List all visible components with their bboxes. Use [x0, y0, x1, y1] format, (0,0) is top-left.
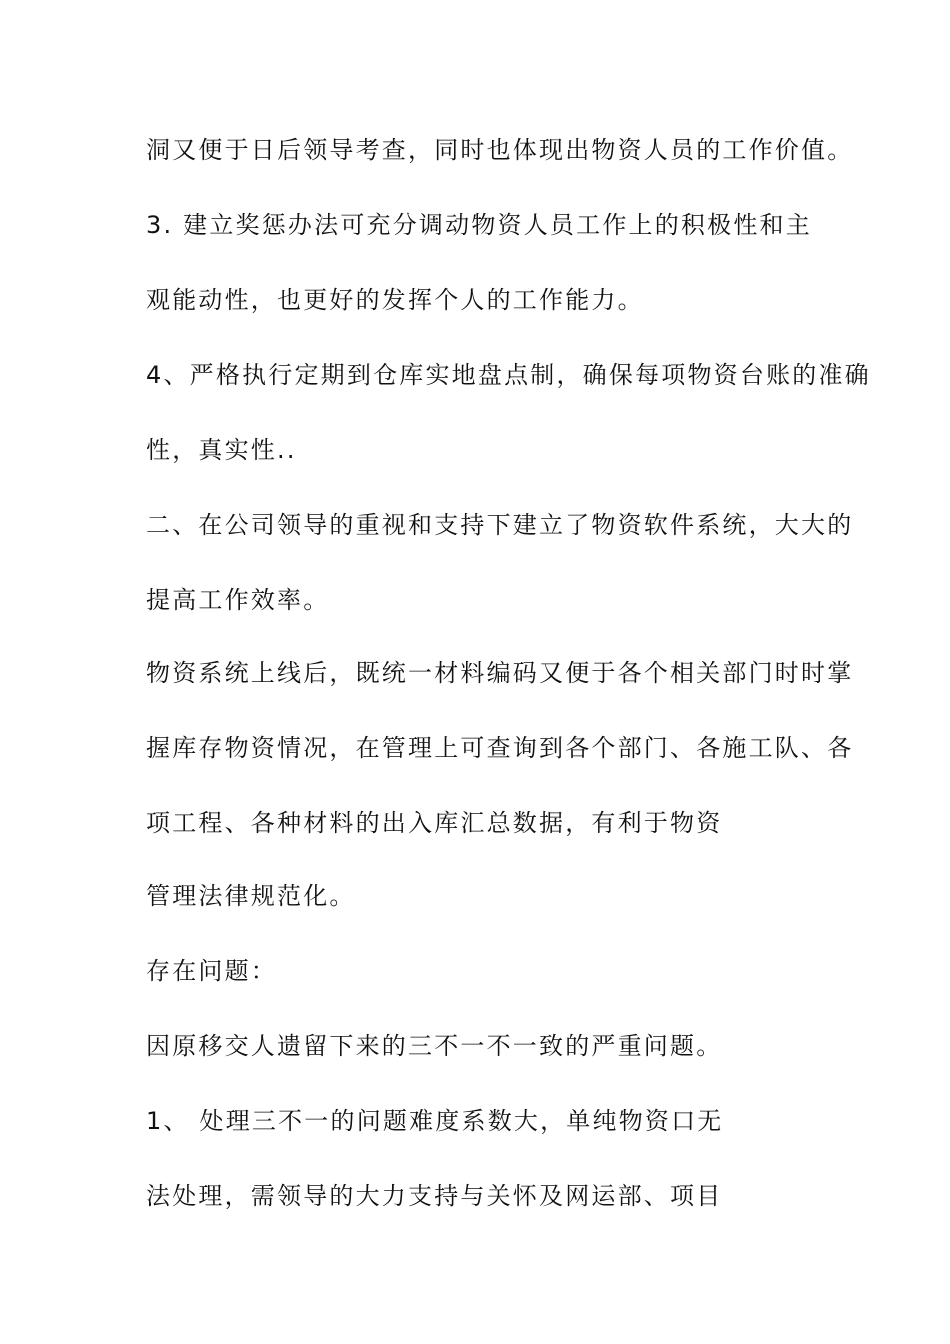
text-line: 性，真实性..	[146, 436, 297, 464]
text-line: 1、 处理三不一的问题难度系数大，单纯物资口无	[146, 1107, 724, 1135]
text-line: 管理法律规范化。	[146, 882, 356, 910]
text-line: 因原移交人遗留下来的三不一不一致的严重问题。	[146, 1032, 723, 1060]
text-line: 3. 建立奖惩办法可充分调动物资人员工作上的积极性和主	[146, 211, 812, 239]
text-line: 项工程、各种材料的出入库汇总数据，有利于物资	[146, 809, 723, 837]
text-line: 握库存物资情况，在管理上可查询到各个部门、各施工队、各	[146, 734, 854, 762]
text-line: 观能动性，也更好的发挥个人的工作能力。	[146, 286, 644, 314]
text-line: 二、在公司领导的重视和支持下建立了物资软件系统，大大的	[146, 511, 854, 539]
text-line: 物资系统上线后，既统一材料编码又便于各个相关部门时时掌	[146, 659, 854, 687]
text-line: 4、严格执行定期到仓库实地盘点制，确保每项物资台账的准确	[146, 361, 871, 389]
text-line: 存在问题：	[146, 957, 277, 985]
text-line: 法处理，需领导的大力支持与关怀及网运部、项目	[146, 1182, 723, 1210]
text-line: 洞又便于日后领导考查，同时也体现出物资人员的工作价值。	[146, 136, 854, 164]
text-line: 提高工作效率。	[146, 586, 330, 614]
